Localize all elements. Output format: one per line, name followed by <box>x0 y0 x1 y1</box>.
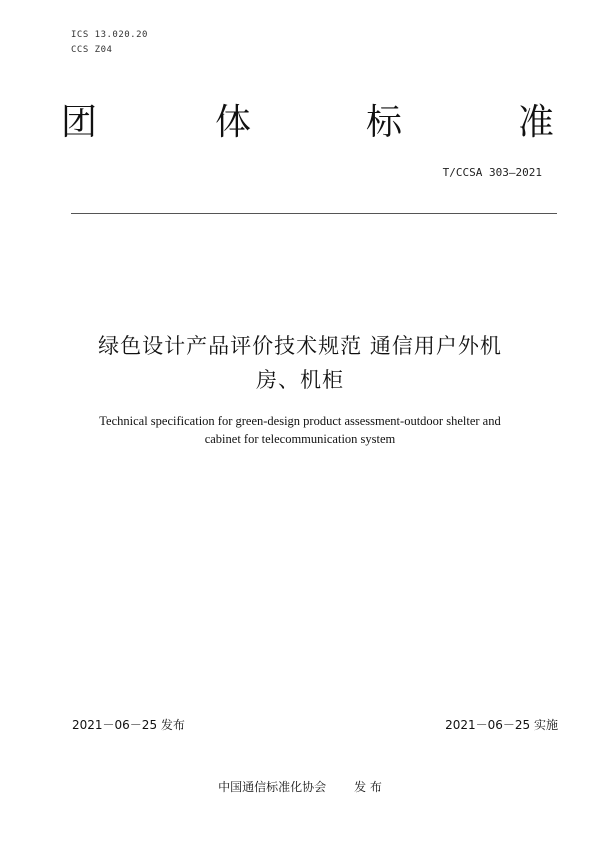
standard-type-char-3: 标 <box>366 102 403 143</box>
issue-date: 2021－06－25 发布 <box>72 718 185 732</box>
title-english-line-1: Technical specification for green-design product assessment-outdoor shelter and <box>99 414 501 428</box>
publisher-name: 中国通信标准化协会 <box>218 780 327 794</box>
title-english-line-2: cabinet for telecommunication system <box>204 432 396 446</box>
title-chinese-line-1: 绿色设计产品评价技术规范 通信用户外机 <box>98 334 502 358</box>
implementation-date: 2021－06－25 实施 <box>445 718 558 732</box>
ccs-code: CCS Z04 <box>71 45 113 55</box>
title-chinese-line-2: 房、机柜 <box>256 368 344 392</box>
publisher-line <box>0 778 600 795</box>
standard-type-char-2: 体 <box>215 102 252 143</box>
standard-number: T/CCSA 303—2021 <box>442 166 542 179</box>
publisher-action: 发 布 <box>354 780 382 794</box>
header-divider <box>71 213 557 214</box>
standard-type-char-4: 准 <box>518 102 555 143</box>
ics-code: ICS 13.020.20 <box>71 30 148 40</box>
standard-type-char-1: 团 <box>61 102 98 143</box>
